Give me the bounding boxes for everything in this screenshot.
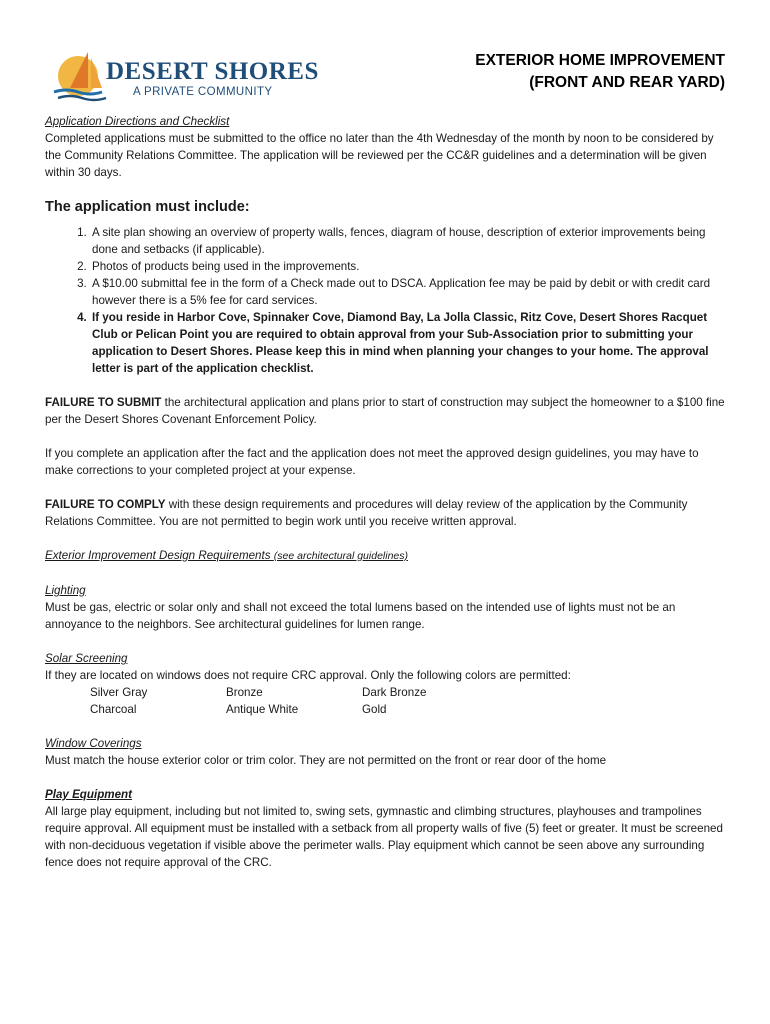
color-option: Dark Bronze — [362, 686, 427, 699]
failure-submit-lead: FAILURE TO SUBMIT — [45, 396, 162, 409]
color-option: Charcoal — [90, 703, 137, 716]
checklist-item: 1. A site plan showing an overview of property walls, fences, diagram of house, description of exterior improvements being done and setbacks (if applicable). — [90, 224, 730, 258]
color-option: Bronze — [226, 686, 263, 699]
must-include-heading: The application must include: — [45, 199, 250, 215]
title-line-2: (FRONT AND REAR YARD) — [529, 74, 725, 91]
wave-icon — [54, 90, 102, 94]
checklist-item: 2. Photos of products being used in the improvements. — [90, 258, 730, 275]
design-requirements-title: Exterior Improvement Design Requirements — [45, 549, 271, 562]
failure-submit-paragraph — [45, 394, 730, 428]
color-option: Antique White — [226, 703, 299, 716]
failure-submit-text: the architectural application and plans prior to start of construction may subject the homeowner to a $100 fine per the Desert Shores Covenant Enforcement Policy. — [45, 396, 725, 426]
solar-color-list — [90, 684, 730, 718]
directions-text: Completed applications must be submitted to the office no later than the 4th Wednesday of the month by noon to be considered by the Community Relations Committee. The application will be reviewed per the CC&R guidelines and a determination will be given within 30 days. — [45, 132, 714, 179]
page-title — [440, 50, 725, 94]
checklist-item: 3. A $10.00 submittal fee in the form of a Check made out to DSCA. Application fee may be paid by debit or with credit card however there is a 5% fee for card services. — [90, 275, 730, 309]
color-option: Silver Gray — [90, 686, 148, 699]
lighting-heading: Lighting — [45, 584, 86, 597]
design-requirements-note: (see architectural guidelines) — [273, 550, 408, 562]
solar-heading: Solar Screening — [45, 652, 128, 665]
after-fact-paragraph: If you complete an application after the fact and the application does not meet the approved design guidelines, you may have to make corrections to your completed project at your expense. — [45, 447, 699, 477]
window-heading: Window Coverings — [45, 737, 142, 750]
failure-comply-paragraph — [45, 496, 730, 530]
window-text: Must match the house exterior color or trim color. They are not permitted on the front or rear door of the home — [45, 754, 607, 767]
logo-name: DESERT SHORES — [106, 58, 319, 85]
lighting-text: Must be gas, electric or solar only and shall not exceed the total lumens based on the intended use of lights must not be an annoyance to the neighbors. See architectural guidelines for lumen range. — [45, 601, 676, 631]
design-requirements-heading — [45, 547, 730, 565]
logo-tagline: A PRIVATE COMMUNITY — [133, 86, 273, 98]
title-line-1: EXTERIOR HOME IMPROVEMENT — [475, 52, 725, 69]
checklist-item: 4. If you reside in Harbor Cove, Spinnaker Cove, Diamond Bay, La Jolla Classic, Ritz Cove, Desert Shores Racquet Club or Pelican Point you are required to obtain approval from your Sub-Association prior to submitting your application to Desert Shores. Please keep this in mind when planning your changes to your home. The approval letter is part of the application checklist. — [90, 309, 730, 377]
solar-text: If they are located on windows does not require CRC approval. Only the following colors are permitted: — [45, 669, 571, 682]
failure-comply-lead: FAILURE TO COMPLY — [45, 498, 166, 511]
document-body — [45, 113, 730, 871]
play-heading: Play Equipment — [45, 788, 132, 801]
directions-heading: Application Directions and Checklist — [45, 115, 230, 128]
checklist — [45, 224, 730, 377]
play-text: All large play equipment, including but not limited to, swing sets, gymnastic and climbing structures, playhouses and trampolines require approval. All equipment must be installed with a setback from all property walls of five (5) feet or greater. It must be screened with non-deciduous vegetation if visible above the perimeter walls. Play equipment which cannot be seen above any surrounding fence does not require approval of the CRC. — [45, 805, 723, 869]
color-option: Gold — [362, 703, 387, 716]
failure-comply-text: with these design requirements and procedures will delay review of the application by the Community Relations Committee. You are not permitted to begin work until you receive written approval. — [45, 498, 688, 528]
